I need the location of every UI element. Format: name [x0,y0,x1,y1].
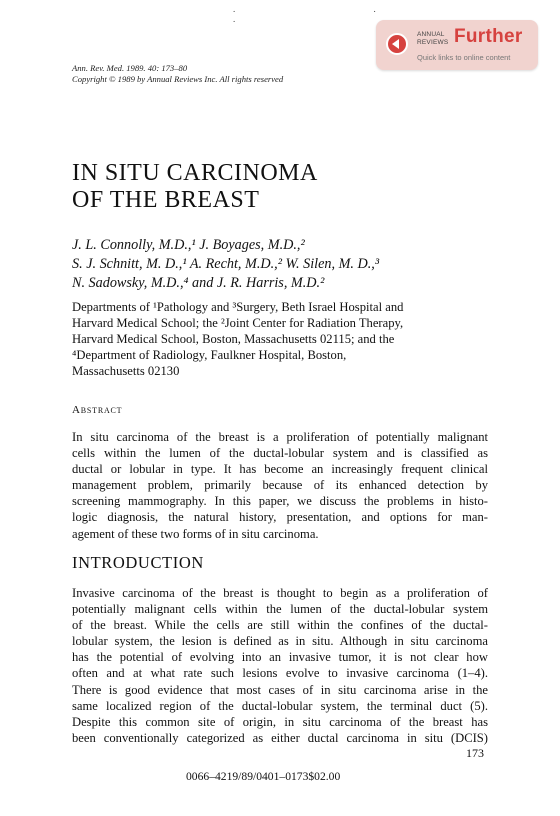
footer-code: 0066–4219/89/0401–0173$02.00 [186,770,341,783]
intro-line: been conventionally categorized as either ductal carcinoma in situ (DCIS) [72,730,488,745]
affiliation-line: ⁴Department of Radiology, Faulkner Hospital, Boston, [72,348,347,362]
intro-line: same localized region of the ductal-lobular system, the terminal duct (5). [72,698,488,713]
intro-line: has the potential of evolving into an invasive tumor, it is not clear how [72,650,488,665]
intro-line: There is good evidence that most cases of in situ carcinoma arise in the [72,682,488,697]
affiliation-line: Departments of ¹Pathology and ³Surgery, Beth Israel Hospital and [72,300,404,314]
intro-line: often and at what rate such lesions evolve to invasive carcinoma (1–4). [72,666,488,681]
intro-line: Despite this common site of origin, in situ carcinoma of the breast has [72,714,488,729]
author-list [72,236,379,293]
abstract-line: cells within the lumen of the ductal-lobular system and is classified as [72,446,488,461]
abstract-line: management problem, primarily because of its enhanced detection by [72,478,488,493]
intro-line: of the breast. While the cells are still within the confines of the ductal- [72,618,488,633]
annual-label: ANNUAL [417,31,445,38]
top-scan-marks: . . . [233,4,444,24]
further-label: Further [454,26,523,47]
back-arrow-icon [386,33,408,55]
reviews-label: REVIEWS [417,38,449,46]
affiliation-line: Massachusetts 02130 [72,364,180,378]
abstract-line: ductal or lobular in type. It has become an increasingly frequent clinical [72,462,488,477]
affiliation-line: Harvard Medical School; the ²Joint Center for Radiation Therapy, [72,316,404,330]
intro-line: potentially malignant cells within the lumen of the ductal-lobular system [72,602,488,617]
page-number: 173 [466,746,484,760]
article-title [72,160,318,214]
abstract-line: screening mammography. In this paper, we discuss the problems in histo- [72,494,488,509]
affiliations [72,299,403,379]
abstract-line: logic diagnosis, the natural history, presentation, and options for man- [72,510,488,525]
abstract-body [72,429,488,542]
intro-line: lobular system, the lesion is defined as in situ. Although in situ carcinoma [72,634,488,649]
author-line: S. J. Schnitt, M. D.,¹ A. Recht, M.D.,² W. Silen, M. D.,³ [72,256,380,272]
affiliation-line: Harvard Medical School, Boston, Massachusetts 02115; and the [72,332,395,346]
introduction-heading: INTRODUCTION [72,553,204,572]
abstract-heading: Abstract [72,404,123,416]
author-line: N. Sadowsky, M.D.,⁴ and J. R. Harris, M.D.² [72,275,325,291]
annual-reviews-logo-text [417,31,448,46]
badge-subtitle: Quick links to online content [417,53,511,62]
intro-line: Invasive carcinoma of the breast is thought to begin as a proliferation of [72,586,488,600]
further-links-badge[interactable] [376,20,538,70]
title-line: OF THE BREAST [72,187,260,213]
journal-citation-line: Ann. Rev. Med. 1989. 40: 173–80 [72,63,188,73]
introduction-body [72,585,488,746]
author-line: J. L. Connolly, M.D.,¹ J. Boyages, M.D.,² [72,237,305,253]
abstract-line: In situ carcinoma of the breast is a proliferation of potentially malignant [72,430,488,444]
title-line: IN SITU CARCINOMA [72,160,318,186]
copyright-line: Copyright © 1989 by Annual Reviews Inc. All rights reserved [72,73,284,84]
abstract-line: agement of these two forms of in situ carcinoma. [72,526,319,541]
journal-citation [72,63,283,84]
